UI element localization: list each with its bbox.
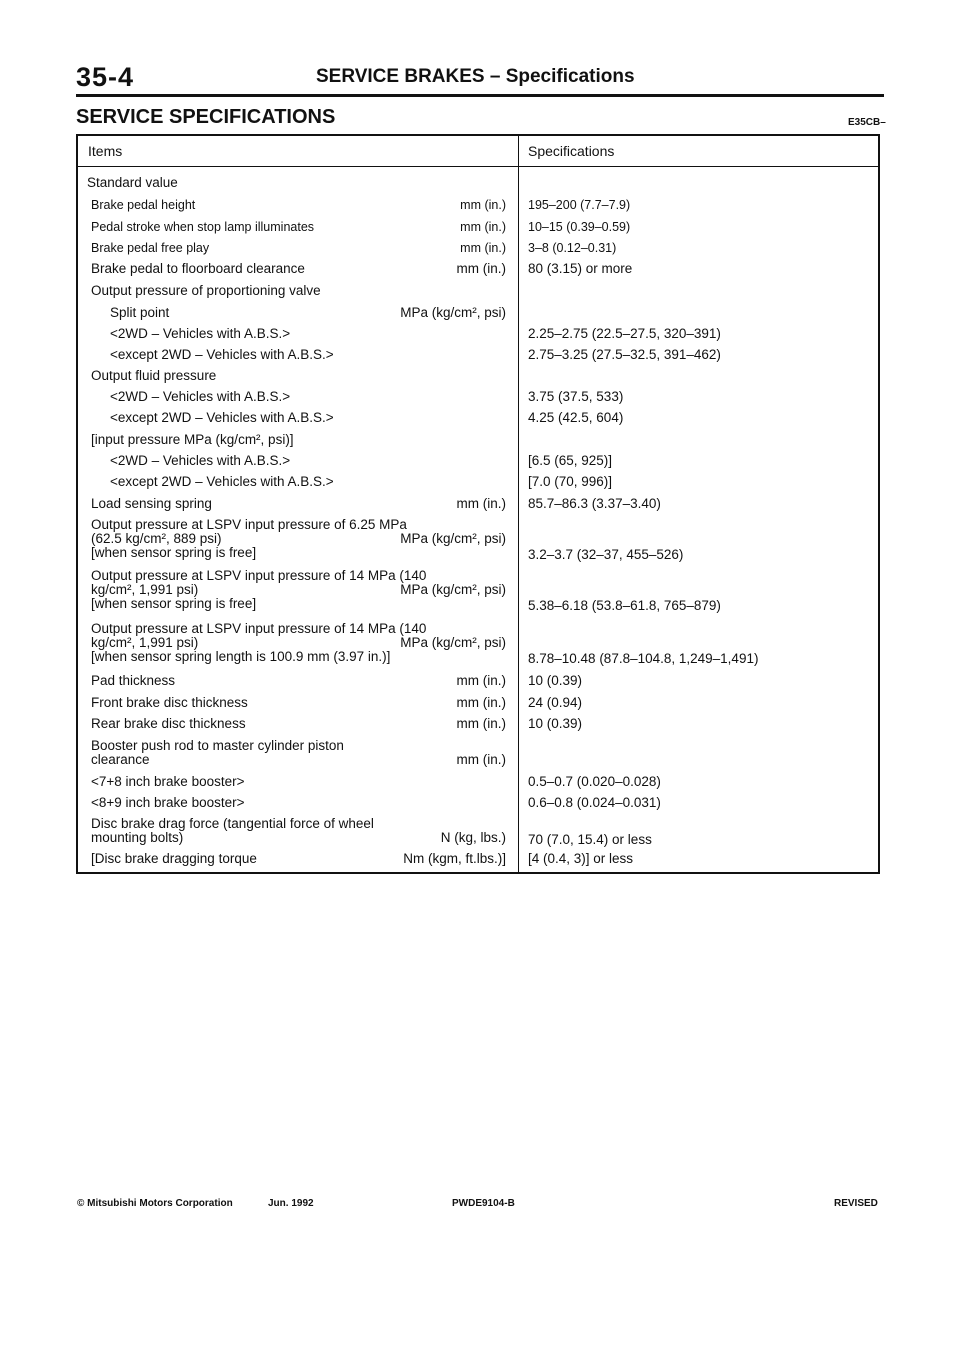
row-label-line-3: [when sensor spring is free] <box>91 596 257 611</box>
row-value: 3.2–3.7 (32–37, 455–526) <box>528 547 684 562</box>
page-header <box>76 60 884 97</box>
row-label: <2WD – Vehicles with A.B.S.> <box>110 453 291 468</box>
row-value: 70 (7.0, 15.4) or less <box>528 832 652 847</box>
row-label: Standard value <box>87 175 178 190</box>
row-unit: mm (in.) <box>456 752 506 767</box>
row-label: <2WD – Vehicles with A.B.S.> <box>110 326 291 341</box>
row-unit: MPa (kg/cm², psi) <box>400 582 506 597</box>
row-unit: mm (in.) <box>456 695 506 710</box>
row-value: 0.6–0.8 (0.024–0.031) <box>528 795 661 810</box>
row-label: Pad thickness <box>91 673 176 688</box>
row-label: <2WD – Vehicles with A.B.S.> <box>110 389 291 404</box>
row-value: 24 (0.94) <box>528 695 583 710</box>
footer-copyright: © Mitsubishi Motors Corporation <box>77 1198 233 1209</box>
row-value: [7.0 (70, 996)] <box>528 474 613 489</box>
specifications-table <box>76 134 880 874</box>
row-value: 80 (3.15) or more <box>528 261 633 276</box>
row-value: 10 (0.39) <box>528 716 583 731</box>
row-value: 10 (0.39) <box>528 673 583 688</box>
footer-status: REVISED <box>834 1198 878 1209</box>
row-value: 85.7–86.3 (3.37–3.40) <box>528 496 661 511</box>
row-label-line-3: [when sensor spring is free] <box>91 545 257 560</box>
row-unit: mm (in.) <box>460 241 506 255</box>
row-label-line-2: kg/cm², 1,991 psi) <box>91 635 199 650</box>
page-number: 35-4 <box>76 62 135 92</box>
row-unit: MPa (kg/cm², psi) <box>400 635 506 650</box>
column-header-items: Items <box>88 143 123 159</box>
row-value: 2.75–3.25 (27.5–32.5, 391–462) <box>528 347 721 362</box>
row-unit: MPa (kg/cm², psi) <box>400 305 506 320</box>
row-value: 5.38–6.18 (53.8–61.8, 765–879) <box>528 598 721 613</box>
row-label: <7+8 inch brake booster> <box>91 774 245 789</box>
row-value: 3.75 (37.5, 533) <box>528 389 624 404</box>
row-label-line-2: kg/cm², 1,991 psi) <box>91 582 199 597</box>
row-unit: Nm (kgm, ft.lbs.)] <box>403 851 506 866</box>
row-unit: mm (in.) <box>460 220 506 234</box>
row-label: Output fluid pressure <box>91 368 217 383</box>
row-label: Brake pedal to floorboard clearance <box>91 261 305 276</box>
row-label-line-2: (62.5 kg/cm², 889 psi) <box>91 531 222 546</box>
row-label: Output pressure of proportioning valve <box>91 283 321 298</box>
section-title: SERVICE BRAKES – Specifications <box>316 66 635 87</box>
footer-document-code: PWDE9104-B <box>452 1198 515 1209</box>
header-divider <box>78 166 878 167</box>
row-label-line-3: [when sensor spring length is 100.9 mm (3.97 in.)] <box>91 649 391 664</box>
row-value: 8.78–10.48 (87.8–104.8, 1,249–1,491) <box>528 651 759 666</box>
row-label: Disc brake drag force (tangential force of wheel <box>91 816 374 831</box>
row-value: 3–8 (0.12–0.31) <box>528 241 617 255</box>
row-unit: MPa (kg/cm², psi) <box>400 531 506 546</box>
row-value: 2.25–2.75 (22.5–27.5, 320–391) <box>528 326 721 341</box>
row-label: [Disc brake dragging torque <box>91 851 257 866</box>
row-label: Output pressure at LSPV input pressure of 14 MPa (140 <box>91 568 427 583</box>
row-unit: mm (in.) <box>460 198 506 212</box>
row-label: <except 2WD – Vehicles with A.B.S.> <box>110 410 334 425</box>
row-value: [4 (0.4, 3)] or less <box>528 851 634 866</box>
row-unit: mm (in.) <box>456 716 506 731</box>
row-unit: mm (in.) <box>456 496 506 511</box>
footer-date: Jun. 1992 <box>268 1198 314 1209</box>
row-value: 0.5–0.7 (0.020–0.028) <box>528 774 661 789</box>
section-code: E35CB– <box>848 117 886 128</box>
row-label: Split point <box>110 305 170 320</box>
row-label: Load sensing spring <box>91 496 212 511</box>
row-label: Brake pedal free play <box>91 241 210 255</box>
row-label: Brake pedal height <box>91 198 196 212</box>
row-label: Front brake disc thickness <box>91 695 248 710</box>
row-value: [6.5 (65, 925)] <box>528 453 613 468</box>
row-label-line-2: mounting bolts) <box>91 830 184 845</box>
row-value: 4.25 (42.5, 604) <box>528 410 624 425</box>
row-label: [input pressure MPa (kg/cm², psi)] <box>91 432 294 447</box>
row-label: <8+9 inch brake booster> <box>91 795 245 810</box>
row-unit: mm (in.) <box>456 261 506 276</box>
row-value: 195–200 (7.7–7.9) <box>528 198 631 212</box>
row-label: Output pressure at LSPV input pressure of 14 MPa (140 <box>91 621 427 636</box>
row-label: Rear brake disc thickness <box>91 716 246 731</box>
row-label: <except 2WD – Vehicles with A.B.S.> <box>110 347 334 362</box>
row-unit: mm (in.) <box>456 673 506 688</box>
row-value: 10–15 (0.39–0.59) <box>528 220 631 234</box>
row-label: <except 2WD – Vehicles with A.B.S.> <box>110 474 334 489</box>
column-header-specifications: Specifications <box>528 143 615 159</box>
row-label: Booster push rod to master cylinder piston <box>91 738 344 753</box>
row-label-line-2: clearance <box>91 752 150 767</box>
page-title: SERVICE SPECIFICATIONS <box>76 106 336 128</box>
row-label: Output pressure at LSPV input pressure of 6.25 MPa <box>91 517 407 532</box>
row-label: Pedal stroke when stop lamp illuminates <box>91 220 315 234</box>
row-unit: N (kg, lbs.) <box>440 830 506 845</box>
